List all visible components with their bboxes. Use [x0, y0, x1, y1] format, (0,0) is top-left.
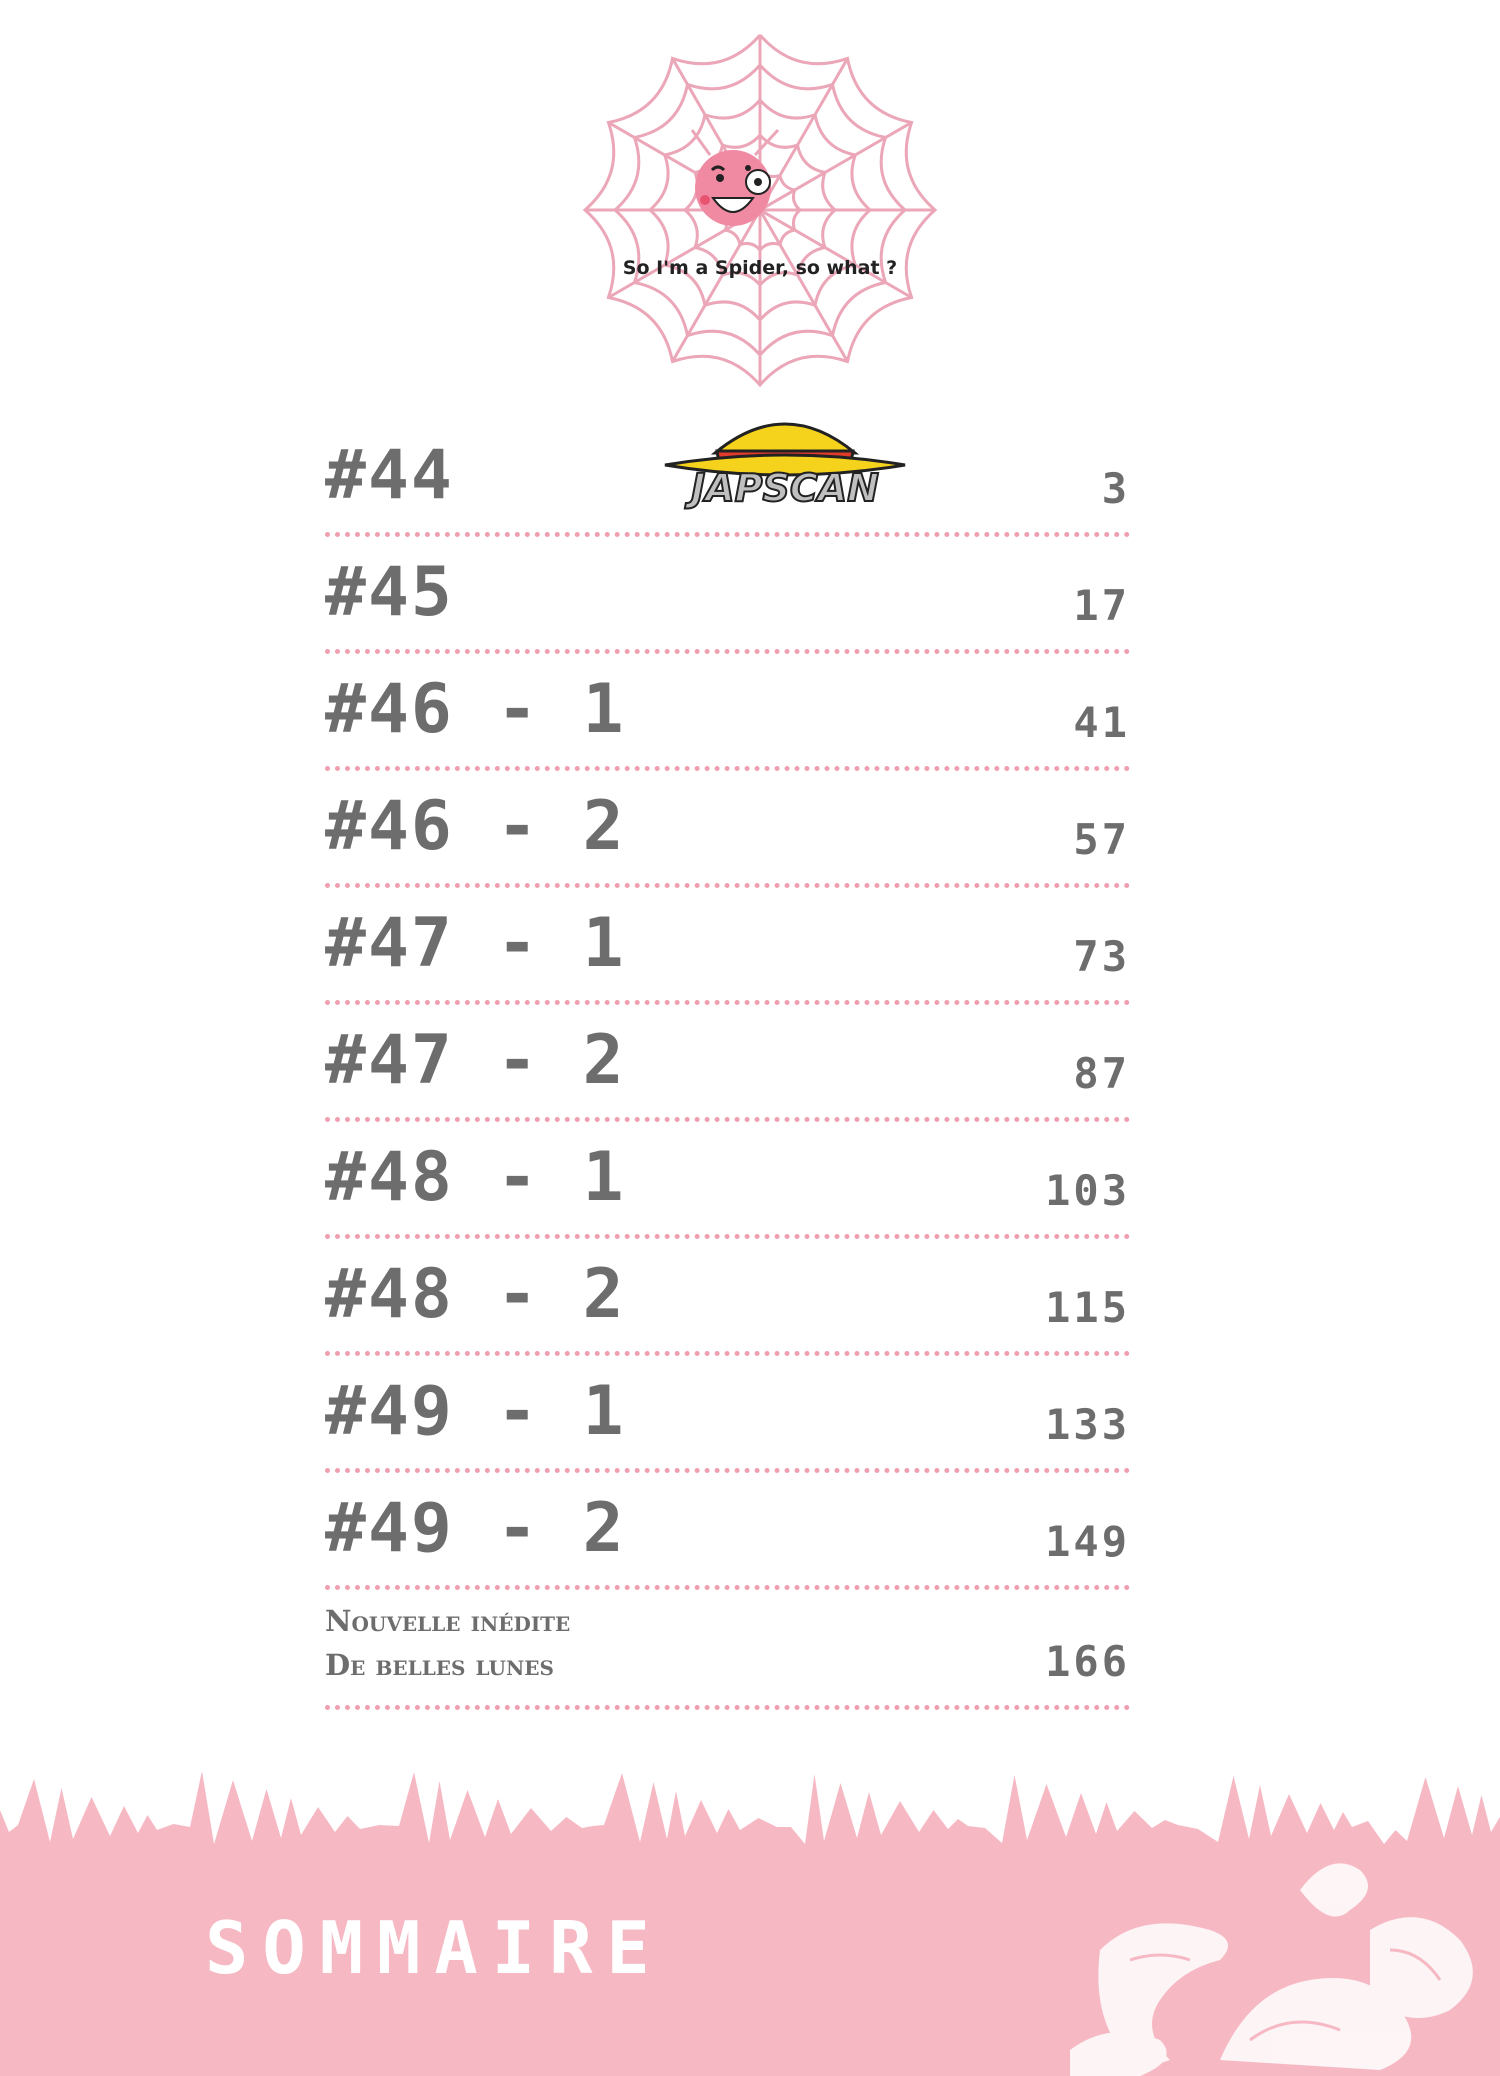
chapter-number: #49 - 1: [325, 1372, 626, 1451]
page-number: 166: [1045, 1637, 1130, 1686]
monster-silhouettes-icon: [1070, 1830, 1500, 2076]
short-story-title: [325, 1600, 570, 1687]
page-number: 149: [1045, 1517, 1130, 1566]
toc-row: [325, 420, 1130, 537]
toc-row: [325, 1122, 1130, 1239]
toc-row: [325, 771, 1130, 888]
page-number: 57: [1073, 815, 1130, 864]
toc-row: [325, 537, 1130, 654]
page-number: 3: [1101, 464, 1130, 513]
toc-row: [325, 1005, 1130, 1122]
short-story-line-1: Nouvelle inédite: [325, 1604, 571, 1638]
chapter-number: #48 - 2: [325, 1255, 626, 1334]
chapter-number: #46 - 2: [325, 787, 626, 866]
toc-row: [325, 1239, 1130, 1356]
page-number: 41: [1073, 698, 1130, 747]
page-title: SOMMAIRE: [205, 1906, 664, 1990]
chapter-number: #47 - 2: [325, 1021, 626, 1100]
page-number: 87: [1073, 1049, 1130, 1098]
chapter-number: #44: [325, 436, 454, 515]
chapter-number: #45: [325, 553, 454, 632]
page-number: 133: [1045, 1400, 1130, 1449]
series-title: So I'm a Spider, so what ?: [622, 257, 898, 279]
page-number: 115: [1045, 1283, 1130, 1332]
page-number: 17: [1073, 581, 1130, 630]
toc-row: [325, 1356, 1130, 1473]
chapter-number: #47 - 1: [325, 904, 626, 983]
chapter-number: #48 - 1: [325, 1138, 626, 1217]
chapter-number: #49 - 2: [325, 1489, 626, 1568]
japscan-logo-text: JAPSCAN: [691, 466, 879, 510]
page-number: 103: [1045, 1166, 1130, 1215]
short-story-line-2: De belles lunes: [325, 1647, 554, 1682]
toc-row: [325, 888, 1130, 1005]
toc-row-short-story: [325, 1590, 1130, 1710]
toc-row: [325, 654, 1130, 771]
table-of-contents: [325, 420, 1130, 1710]
spider-web-logo: [580, 30, 940, 390]
chapter-number: #46 - 1: [325, 670, 626, 749]
page-number: 73: [1073, 932, 1130, 981]
toc-row: [325, 1473, 1130, 1590]
